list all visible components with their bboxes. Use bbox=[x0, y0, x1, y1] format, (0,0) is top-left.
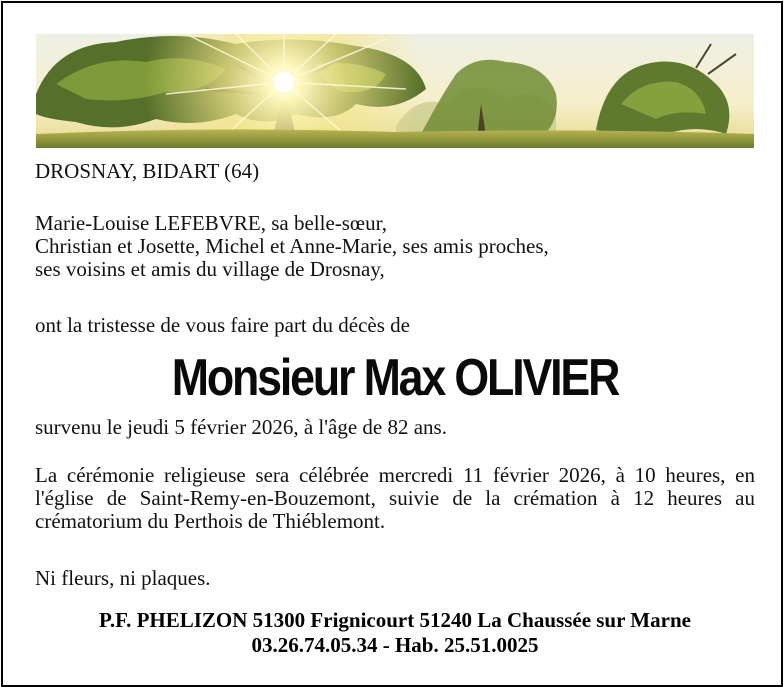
funeral-home-contact: P.F. PHELIZON 51300 Frignicourt 51240 La Chaussée sur Marne 03.26.74.05.34 - Hab. 25.51.0025 bbox=[99, 608, 691, 657]
ceremony-details: La cérémonie religieuse sera célébrée mercredi 11 février 2026, à 10 heures, en l'église de Saint-Remy-en-Bouzemont, suivie de la crémation à 12 heures au crématorium du Perthois de Thiéblemont. bbox=[35, 463, 755, 533]
banner-illustration bbox=[36, 34, 754, 148]
announcement-line: ont la tristesse de vous faire part du décès de bbox=[35, 313, 410, 337]
location-line: DROSNAY, BIDART (64) bbox=[35, 159, 260, 183]
flowers-note: Ni fleurs, ni plaques. bbox=[35, 566, 211, 590]
deceased-name: Monsieur Max OLIVIER bbox=[171, 349, 619, 407]
death-info: survenu le jeudi 5 février 2026, à l'âge de 82 ans. bbox=[35, 415, 447, 439]
notice-frame bbox=[1, 1, 783, 687]
family-members: Marie-Louise LEFEBVRE, sa belle-sœur, Christian et Josette, Michel et Anne-Marie, ses amis proches, ses voisins et amis du village de Drosnay, bbox=[35, 211, 549, 281]
sunlit-trees-banner-image bbox=[36, 34, 754, 148]
